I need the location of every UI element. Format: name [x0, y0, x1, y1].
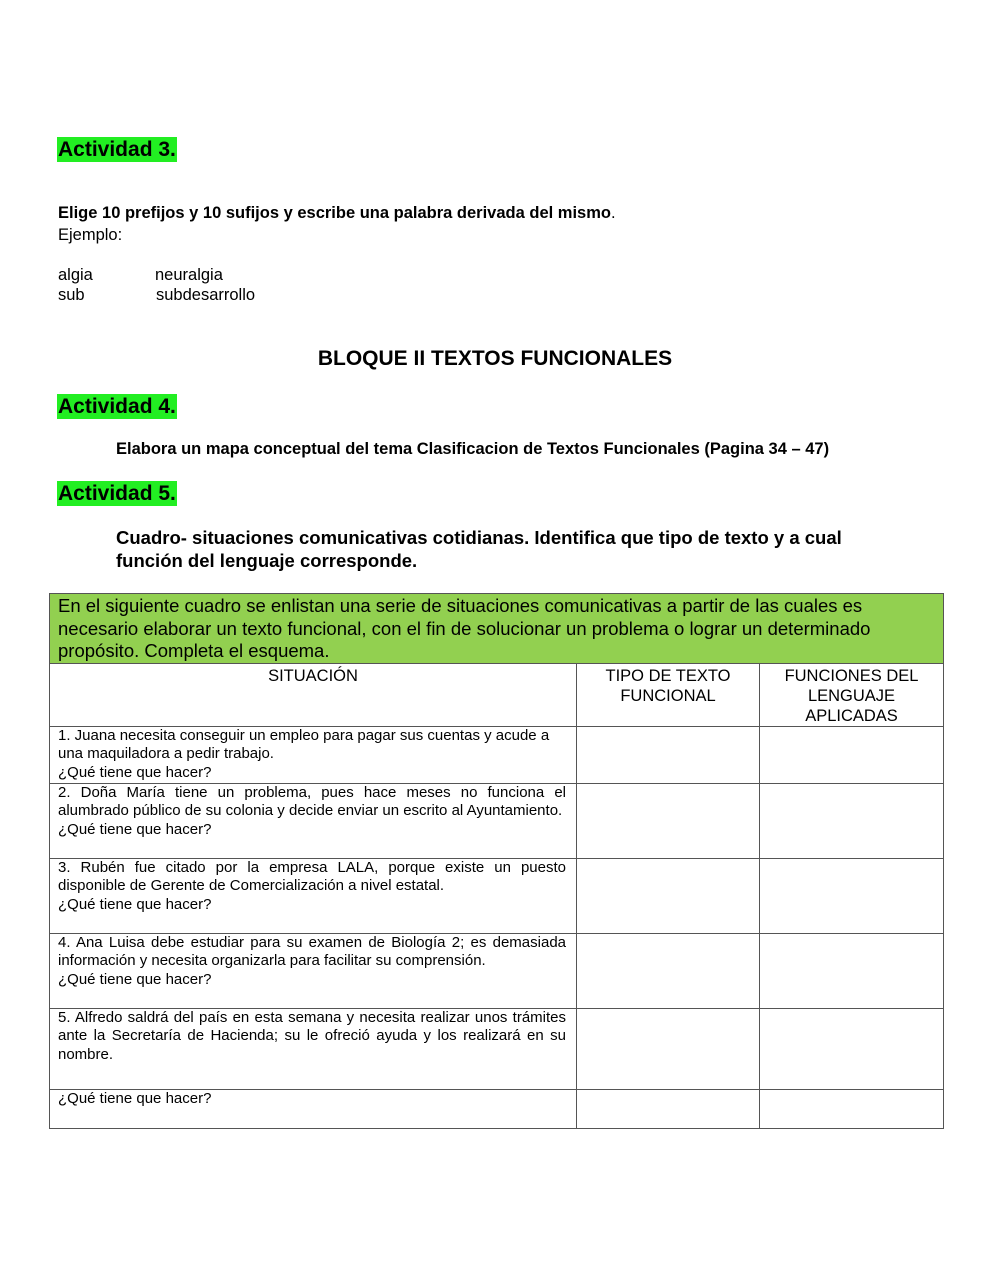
activity-5-heading: Actividad 5. — [58, 482, 176, 505]
header-funciones: FUNCIONES DEL LENGUAJE APLICADAS — [760, 663, 944, 726]
table-intro-row — [50, 594, 944, 664]
situation-text: 5. Alfredo saldrá del país en esta semana y necesita realizar unos trámites ante la Secretaría de Hacienda; su le ofreció ayuda y los realizará en su nombre. — [58, 1008, 566, 1063]
situation-cell — [50, 783, 577, 858]
example-label: Ejemplo: — [58, 226, 123, 244]
tipo-texto-cell[interactable] — [577, 726, 760, 783]
example-affix-1: algia — [58, 266, 93, 284]
header-situacion: SITUACIÓN — [50, 663, 577, 726]
situation-cell — [50, 933, 577, 1008]
situation-cell — [50, 726, 577, 783]
tipo-texto-cell[interactable] — [577, 1089, 760, 1128]
situations-table — [49, 593, 944, 1129]
activity-4-heading: Actividad 4. — [58, 395, 176, 418]
table-row — [50, 1008, 944, 1089]
table-row — [50, 726, 944, 783]
tipo-texto-cell[interactable] — [577, 858, 760, 933]
funciones-cell[interactable] — [760, 783, 944, 858]
example-word-2: subdesarrollo — [156, 286, 256, 304]
activity-3-heading: Actividad 3. — [58, 138, 176, 161]
funciones-cell[interactable] — [760, 1008, 944, 1089]
table-header-row — [50, 663, 944, 726]
tipo-texto-cell[interactable] — [577, 783, 760, 858]
activity-4-instruction: Elabora un mapa conceptual del tema Clasificacion de Textos Funcionales (Pagina 34 – 47) — [116, 440, 830, 458]
situation-text: 3. Rubén fue citado por la empresa LALA, porque existe un puesto disponible de Gerente de Comercialización a nivel estatal. — [58, 858, 566, 894]
situation-question: ¿Qué tiene que hacer? — [58, 970, 212, 988]
situation-text: 1. Juana necesita conseguir un empleo para pagar sus cuentas y acude a una maquiladora a pedir trabajo. — [58, 726, 550, 762]
example-affix-2: sub — [58, 286, 85, 304]
table-row — [50, 1089, 944, 1128]
funciones-cell[interactable] — [760, 858, 944, 933]
header-tipo-texto: TIPO DE TEXTO FUNCIONAL — [577, 663, 760, 726]
situation-question: ¿Qué tiene que hacer? — [58, 763, 212, 781]
table-row — [50, 933, 944, 1008]
table-intro-cell: En el siguiente cuadro se enlistan una serie de situaciones comunicativas a partir de las cuales es necesario elaborar un texto funcional, con el fin de solucionar un problema o lograr un determinado propósito. Completa el esquema. — [50, 594, 944, 664]
funciones-cell[interactable] — [760, 1089, 944, 1128]
tipo-texto-cell[interactable] — [577, 933, 760, 1008]
activity-5-instruction: Cuadro- situaciones comunicativas cotidianas. Identifica que tipo de texto y a cual función del lenguaje corresponde. — [116, 527, 842, 571]
situation-text: 2. Doña María tiene un problema, pues hace meses no funciona el alumbrado público de su colonia y decide enviar un escrito al Ayuntamiento. — [58, 783, 566, 819]
instruction-bold-text: Elige 10 prefijos y 10 sufijos y escribe una palabra derivada del mismo — [58, 204, 611, 222]
tipo-texto-cell[interactable] — [577, 1008, 760, 1089]
situation-text: 4. Ana Luisa debe estudiar para su examen de Biología 2; es demasiada información y necesita organizarla para facilitar su comprensión. — [58, 933, 566, 969]
funciones-cell[interactable] — [760, 933, 944, 1008]
block-title: BLOQUE II TEXTOS FUNCIONALES — [317, 347, 673, 370]
situation-cell — [50, 1089, 577, 1128]
activity-3-instruction — [58, 203, 616, 224]
situation-question: ¿Qué tiene que hacer? — [58, 895, 212, 913]
example-word-1: neuralgia — [155, 266, 223, 284]
instruction-period: . — [610, 204, 616, 222]
funciones-cell[interactable] — [760, 726, 944, 783]
situation-question: ¿Qué tiene que hacer? — [58, 1089, 212, 1107]
table-row — [50, 783, 944, 858]
table-row — [50, 858, 944, 933]
situation-question: ¿Qué tiene que hacer? — [58, 820, 212, 838]
situation-cell — [50, 1008, 577, 1089]
situation-cell — [50, 858, 577, 933]
